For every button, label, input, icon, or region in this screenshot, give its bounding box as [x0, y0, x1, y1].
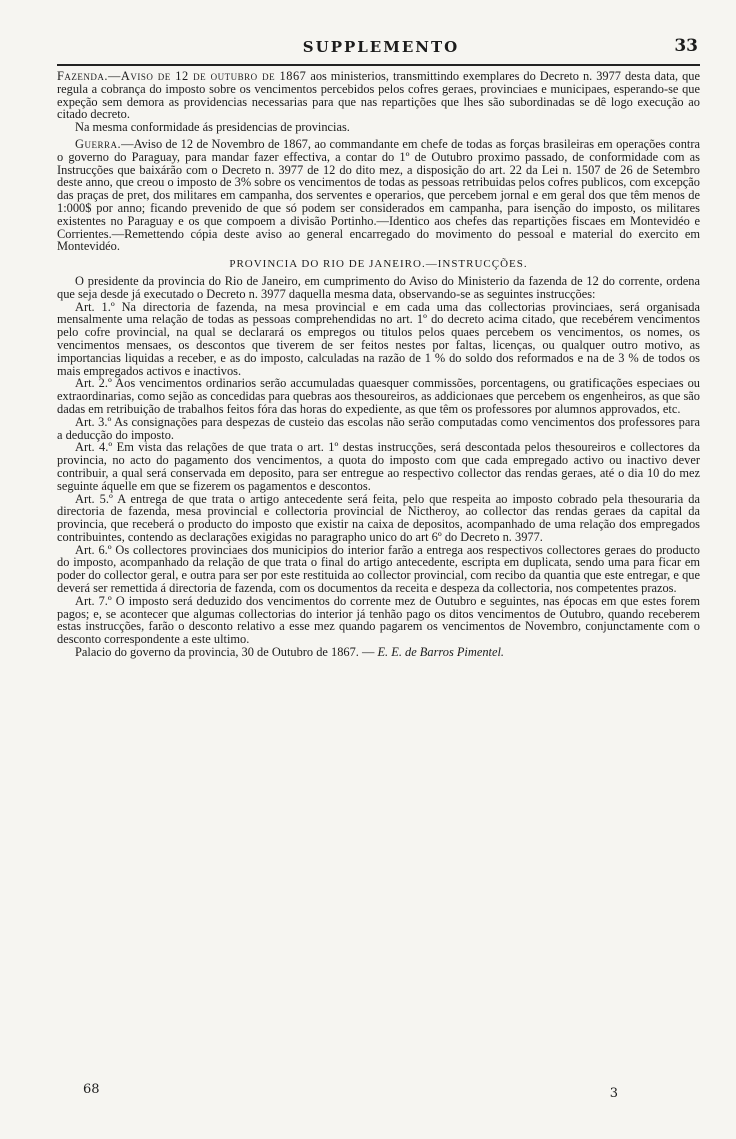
page-footer	[57, 1082, 700, 1102]
closing-text: Palacio do governo da provincia, 30 de Outubro de 1867. —	[75, 645, 378, 660]
paragraph-guerra	[57, 138, 700, 253]
article-7	[57, 595, 700, 646]
article-4	[57, 441, 700, 492]
paragraph-conformidade	[57, 121, 700, 134]
article-text: Na directoria de fazenda, na mesa provincial e em cada uma das collectorias provinciaes, será organisada mensalmente uma relação de todas as pessoas comprehendidas no art. 1º do decreto acima citado, que recebérem vencimentos pelo cofre provincial, na qual se declarará os empregos ou titulos pelos quaes percebem os vencimentos, os nomes, os vencimentos mensaes, os descontos que tiverem de ser feitos nestes por faltas, licenças, ou qualquer outro motivo, as importancias liquidas a receber, e as do imposto, calculadas na razão de 1 % do soldo dos reformados e na de 3 % de todos os mais empregados activos e inactivos.	[57, 299, 700, 378]
paragraph-fazenda	[57, 70, 700, 121]
footer-left-number: 68	[83, 1082, 100, 1097]
page-number: 33	[674, 36, 698, 56]
signature: E. E. de Barros Pimentel.	[377, 645, 505, 660]
article-text: A entrega de que trata o artigo antecedente será feita, pelo que respeita ao imposto cobrado pela thesouraria da directoria de fazenda, mesa provincial e collectoria provincial de Nictheroy, ao collector das rendas geraes da capital da provincia, que receberá o producto do imposto que existir na caixa de depositos, acompanhado de uma relação dos empregados contribuintes, contendo as declarações exigidas no paragrapho unico do art 6º do Decreto n. 3977.	[57, 491, 700, 544]
section-heading: PROVINCIA DO RIO DE JANEIRO.—INSTRUCÇÕES.	[229, 258, 528, 271]
article-label: Art. 2.º	[75, 376, 112, 391]
article-5	[57, 493, 700, 544]
article-6	[57, 544, 700, 595]
footer-right-number: 3	[609, 1086, 618, 1101]
paragraph-lead: Fazenda.—Aviso de 12 de outubro de 1867	[57, 69, 307, 83]
article-label: Art. 6.º	[75, 542, 112, 557]
article-text: Os collectores provinciaes dos municipios do interior farão a entrega aos respectivos collectores geraes do producto do imposto, acompanhado da relação de que trata o final do artigo antecedente, escripta em duplicata, sendo uma para ficar em poder do collector geral, e outra para ser por este restituida ao collector provincial, com recibo da quantia que este entregar, e que deverá ser remettida á directoria de fazenda, com os documentos da receita e despeza da collectoria, nos competentes prazos.	[57, 542, 700, 596]
article-3	[57, 416, 700, 442]
article-1	[57, 301, 700, 378]
page-body	[57, 70, 700, 659]
page-header	[56, 34, 706, 60]
closing-paragraph	[57, 646, 700, 659]
article-label: Art. 3.º	[75, 414, 112, 429]
article-2	[57, 377, 700, 415]
article-text: Aos vencimentos ordinarios serão accumuladas quaesquer commissões, porcentagens, ou gratificações especiaes ou extraordinarias, como sejão as concedidas para quebras aos thesoureiros, as addicionaes que percebem os engenheiros, as que são dadas em retribuição de trabalhos feitos fóra das horas do expediente, as que têm os professores por alumnos approvados, etc.	[57, 376, 700, 416]
paragraph-text: —Aviso de 12 de Novembro de 1867, ao commandante em chefe de todas as forças brasileiras em operações contra o governo do Paraguay, para mandar fazer effectiva, a contar do 1º de Outubro proximo passado, de conformidade com as Instrucções que baixárão com o Decreto n. 3977 de 12 do dito mez, a disposição do art. 22 da Lei n. 1507 de 26 de Setembro deste anno, que creou o imposto de 3% sobre os vencimentos de todas as pessoas retribuidas pelos cofres publicos, com excepção das praças de pret, dos militares em campanha, dos serventes e operarios, que percebem jornal e em geral dos que têm menos de 1:000$ por anno; ficando prevenido de que só podem ser considerados em campanha, para isenção do imposto, os militares existentes no Paraguay e os que compoem a divisão Portinho.—Identico aos chefes das repartições fiscaes em Montevidéo e Corrientes.—Remettendo cópia deste aviso ao general encarregado do movimento do pessoal e material do exercito em Montevidéo.	[57, 136, 700, 254]
header-rule	[57, 64, 700, 66]
running-title: SUPPLEMENTO	[302, 38, 460, 56]
paragraph-text: aos ministerios, transmittindo exemplares do Decreto n. 3977 desta data, que regula a cobrança do imposto sobre os vencimentos percebidos pelos cofres geraes, provinciaes e municipaes, esperando-se que expeção sem demora as providencias necessarias para que nas repartições que lhes são subordinadas se dê logo execução ao citado decreto.	[57, 69, 701, 122]
article-text: Em vista das relações de que trata o art. 1º destas instrucções, será descontada pelos thesoureiros e collectores da provincia, no acto do pagamento dos vencimentos, a quota do imposto com que cada empregado activo ou inactivo dever contribuir, a qual será conservada em deposito, para ser entregue ao respectivo collector das rendas geraes, até o dia 10 do mez seguinte áquelle em que se fizerem os pagamentos e descontos.	[57, 440, 700, 493]
article-label: Art. 7.º	[75, 593, 112, 608]
paragraph-text: Na mesma conformidade ás presidencias de provincias.	[75, 120, 350, 135]
paragraph-lead: Guerra.	[75, 136, 122, 151]
article-label: Art. 4.º	[75, 440, 113, 455]
article-label: Art. 1.º	[75, 299, 115, 314]
article-label: Art. 5.º	[75, 491, 113, 506]
article-text: As consignações para despezas de custeio das escolas não serão computadas como vencimentos dos professores para a deducção do imposto.	[57, 414, 701, 442]
article-text: O imposto será deduzido dos vencimentos do corrente mez de Outubro e seguintes, nas épocas em que estes forem pagos; e, se acontecer que algumas collectorias do interior já tenhão pago os ditos vencimentos de Outubro, quando receberem estas instrucções, farão o desconto relativo a esse mez quando pagarem os vencimentos de Novembro, conjunctamente com o desconto correspondente a este ultimo.	[57, 593, 700, 647]
intro-paragraph: O presidente da provincia do Rio de Janeiro, em cumprimento do Aviso do Ministerio da fazenda de 12 do corrente, ordena que seja desde já executado o Decreto n. 3977 daquella mesma data, observando-se as seguintes instrucções:	[57, 273, 700, 301]
